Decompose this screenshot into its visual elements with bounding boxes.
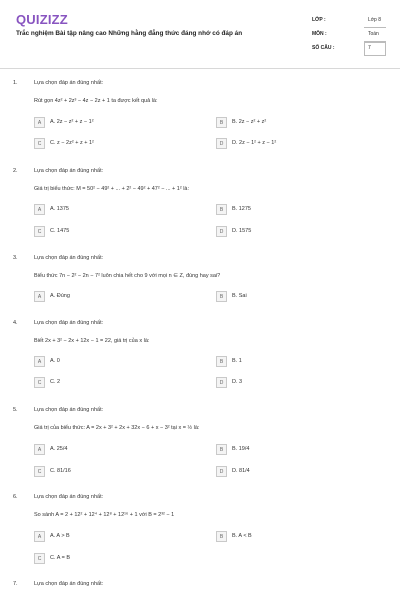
option-letter: C — [34, 553, 45, 564]
question-text: Biểu thức 7n − 2² − 2n − 7² luôn chia hết cho 9 với mọi n ∈ Z, đúng hay sai? — [34, 273, 221, 279]
option-letter: B — [216, 531, 227, 542]
option-letter: C — [34, 226, 45, 237]
meta-count-value: 7 — [368, 45, 371, 51]
worksheet-header — [0, 0, 400, 66]
option-letter: A — [34, 531, 45, 542]
meta-subject-value: Toán — [368, 31, 379, 37]
meta-subject — [312, 28, 386, 42]
option-text: B. 1275 — [232, 206, 251, 212]
option-text: D. 81/4 — [232, 468, 250, 474]
option-letter: D — [216, 466, 227, 477]
option-c[interactable] — [34, 466, 194, 478]
option-b[interactable] — [216, 204, 376, 216]
option-b[interactable] — [216, 531, 376, 543]
question-text: So sánh A = 2 + 12² + 12⁴ + 12⁸ + 12¹⁶ + 1 với B = 2³² − 1 — [34, 512, 175, 518]
option-text: A. 0 — [50, 358, 60, 364]
option-c[interactable] — [34, 138, 194, 150]
question-prompt: Lựa chọn đáp án đúng nhất: — [34, 581, 104, 587]
option-letter: A — [34, 444, 45, 455]
question-number: 5. — [13, 407, 18, 413]
question-text: Biết 2x + 3² − 2x + 12x − 1 = 22, giá trị của x là: — [34, 338, 150, 344]
option-text: D. 2z − 1² + z − 1² — [232, 140, 277, 146]
option-b[interactable] — [216, 356, 376, 368]
option-letter: B — [216, 291, 227, 302]
question-prompt: Lựa chọn đáp án đúng nhất: — [34, 168, 104, 174]
option-b[interactable] — [216, 444, 376, 456]
option-text: A. 1375 — [50, 206, 69, 212]
option-text: C. A = B — [50, 555, 71, 561]
option-a[interactable] — [34, 291, 194, 303]
question-text: Giá trị của biểu thức: A = 2x + 3² + 2x + 32x − 6 + x − 3² tại x = ½ là: — [34, 425, 200, 431]
question-prompt: Lựa chọn đáp án đúng nhất: — [34, 407, 104, 413]
question-number: 4. — [13, 320, 18, 326]
option-text: C. 2 — [50, 379, 61, 385]
option-a[interactable] — [34, 356, 194, 368]
option-c[interactable] — [34, 553, 194, 565]
option-text: C. 1475 — [50, 228, 70, 234]
option-text: C. z − 2z² + z + 1² — [50, 140, 94, 146]
option-letter: B — [216, 356, 227, 367]
option-text: A. A > B — [50, 533, 70, 539]
option-letter: A — [34, 356, 45, 367]
option-text: B. A < B — [232, 533, 252, 539]
option-d[interactable] — [216, 377, 376, 389]
meta-grade — [312, 14, 386, 28]
question-text: Rút gọn 4z² + 2z³ − 4z − 2z + 1 ta được kết quả là: — [34, 98, 158, 104]
question-prompt: Lựa chọn đáp án đúng nhất: — [34, 255, 104, 261]
option-a[interactable] — [34, 204, 194, 216]
option-letter: D — [216, 377, 227, 388]
question-prompt: Lựa chọn đáp án đúng nhất: — [34, 80, 104, 86]
option-a[interactable] — [34, 117, 194, 129]
option-text: B. 1 — [232, 358, 242, 364]
option-letter: B — [216, 117, 227, 128]
option-a[interactable] — [34, 531, 194, 543]
option-d[interactable] — [216, 226, 376, 238]
worksheet-title: Trắc nghiệm Bài tập nâng cao Những hằng đẳng thức đáng nhớ có đáp án — [16, 30, 243, 37]
option-text: C. 81/16 — [50, 468, 71, 474]
option-letter: A — [34, 117, 45, 128]
option-text: A. 25/4 — [50, 446, 68, 452]
option-b[interactable] — [216, 117, 376, 129]
meta-subject-label: MÔN : — [312, 31, 327, 37]
option-text: B. 19/4 — [232, 446, 250, 452]
option-letter: C — [34, 377, 45, 388]
question-prompt: Lựa chọn đáp án đúng nhất: — [34, 494, 104, 500]
meta-question-count — [312, 42, 386, 56]
option-text: B. 2z − z² + z² — [232, 119, 267, 125]
option-c[interactable] — [34, 226, 194, 238]
option-letter: A — [34, 291, 45, 302]
option-letter: D — [216, 138, 227, 149]
meta-grade-value: Lớp 8 — [368, 17, 382, 23]
option-text: B. Sai — [232, 293, 247, 299]
question-number: 3. — [13, 255, 18, 261]
option-letter: C — [34, 138, 45, 149]
meta-grade-label: LỚP : — [312, 17, 326, 23]
option-text: A. Đúng — [50, 293, 70, 299]
option-letter: B — [216, 444, 227, 455]
question-prompt: Lựa chọn đáp án đúng nhất: — [34, 320, 104, 326]
header-divider — [0, 68, 400, 69]
option-text: A. 2z − z² + z − 1² — [50, 119, 94, 125]
meta-count-label: SỐ CÂU : — [312, 45, 335, 51]
option-b[interactable] — [216, 291, 376, 303]
option-c[interactable] — [34, 377, 194, 389]
question-number: 7. — [13, 581, 18, 587]
option-text: D. 3 — [232, 379, 243, 385]
question-number: 6. — [13, 494, 18, 500]
quizizz-logo: QUIZIZZ — [16, 12, 68, 27]
option-letter: C — [34, 466, 45, 477]
option-d[interactable] — [216, 466, 376, 478]
option-a[interactable] — [34, 444, 194, 456]
question-number: 2. — [13, 168, 18, 174]
option-d[interactable] — [216, 138, 376, 150]
option-text: D. 1575 — [232, 228, 252, 234]
question-text: Giá trị biểu thức: M = 50² − 49² + ... + 2² − 49² + 47² − ... + 1² là: — [34, 186, 190, 192]
option-letter: B — [216, 204, 227, 215]
question-number: 1. — [13, 80, 18, 86]
option-letter: A — [34, 204, 45, 215]
option-letter: D — [216, 226, 227, 237]
